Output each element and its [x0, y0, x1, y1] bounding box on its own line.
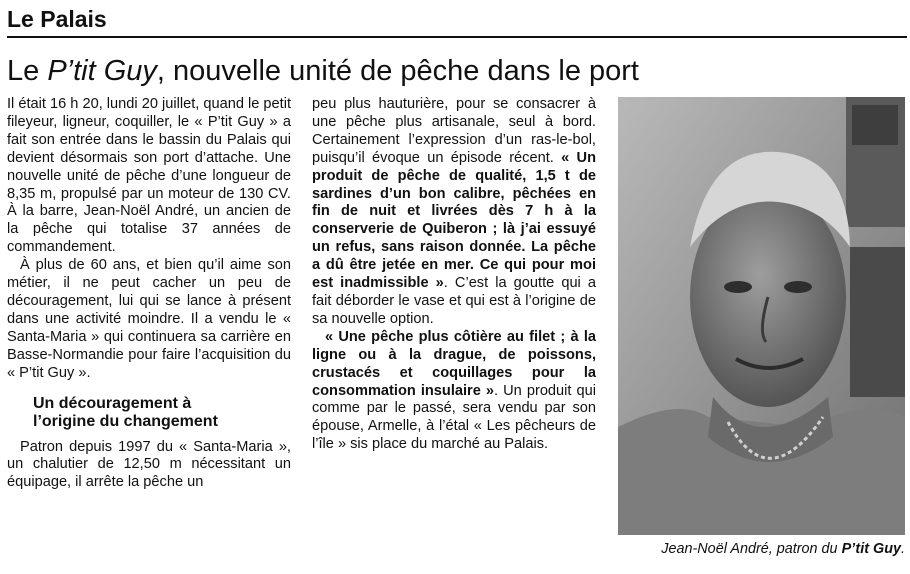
headline-prefix: Le [7, 55, 48, 87]
headline [7, 52, 639, 90]
subheading [33, 395, 291, 431]
article-column-1 [7, 96, 291, 492]
caption-end: . [901, 541, 905, 557]
paragraph [312, 329, 596, 454]
paragraph: Patron depuis 1997 du « Santa-Maria », un chalutier de 12,50 m nécessitant un équipage, il arrête la pêche un [7, 438, 291, 491]
portrait-photo [618, 97, 905, 535]
article-column-2 [312, 96, 596, 454]
quote-bold: « Un produit de pêche de qualité, 1,5 t de sardines d’un bon calibre, pêchées en fin de nuit et livrées dès 7 h à la conserverie de Quiberon ; là j’ai essuyé un refus, sans raison donnée. La pêche a dû être jetée en mer. Ce qui pour moi est inadmissible » [312, 149, 597, 292]
headline-suffix: , nouvelle unité de pêche dans le port [156, 55, 639, 87]
caption-text: Jean-Noël André, patron du [661, 541, 842, 557]
subheading-line-2: l’origine du changement [33, 412, 218, 430]
paragraph: À plus de 60 ans, et bien qu’il aime son métier, il ne peut cacher un peu de découragement, lui qui se lance à présent dans une activité moindre. Il a vendu le « Santa-Maria » qui continuera sa carrière en Basse-Normandie pour faire l’acquisition du « P’tit Guy ». [7, 257, 291, 381]
paragraph-text: . Un produit qui comme par le passé, sera vendu par son épouse, Armelle, à l’étal « Les pêcheurs de l’île » sis place du marché au Palais. [312, 382, 596, 453]
paragraph-text: . C’est la goutte qui a fait déborder le vase et qui est à l’origine de sa nouvelle option. [312, 275, 596, 327]
headline-boat-name: P’tit Guy [47, 55, 157, 87]
paragraph [312, 96, 596, 329]
section-rubric: Le Palais [7, 2, 907, 38]
portrait-illustration [618, 97, 905, 535]
photo-caption [618, 540, 905, 558]
paragraph: Il était 16 h 20, lundi 20 juillet, quand le petit fileyeur, ligneur, coquiller, le « P’tit Guy » a fait son entrée dans le bassin du Palais qui devient désormais son port d’attache. Une nouvelle unité de pêche d’une longueur de 8,35 m, propulsé par un moteur de 130 CV. À la barre, Jean-Noël André, un ancien de la pêche qui totalise 37 années de commandement. [7, 96, 291, 256]
quote-bold: « Une pêche plus côtière au filet ; à la ligne ou à la drague, de poissons, crustacés et coquillages pour la consommation insulaire » [312, 328, 596, 399]
caption-boat-name: P’tit Guy [841, 541, 901, 557]
paragraph-text: peu plus hauturière, pour se consacrer à une pêche plus artisanale, seul à bord. Certainement l’expression d’un ras-le-bol, puisqu’il évoque un épisode récent. [312, 96, 596, 166]
subheading-line-1: Un découragement à [33, 394, 192, 412]
